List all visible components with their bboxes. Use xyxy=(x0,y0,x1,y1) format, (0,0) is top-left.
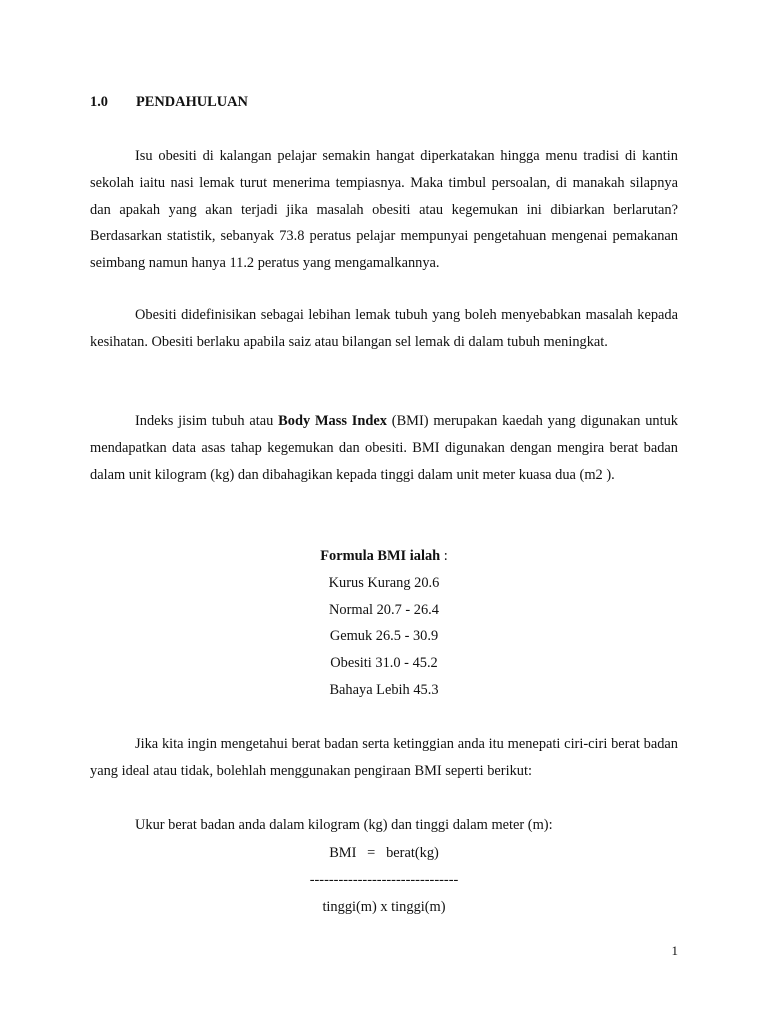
paragraph-bmi-text-start: Indeks jisim tubuh atau xyxy=(135,413,279,429)
formula-denominator: tinggi(m) x tinggi(m) xyxy=(322,898,446,915)
bmi-category-row: Gemuk 26.5 - 30.9 xyxy=(329,628,439,645)
formula-instruction: Ukur berat badan anda dalam kilogram (kg) dan tinggi dalam meter (m): xyxy=(135,817,553,833)
paragraph-intro-text: Isu obesiti di kalangan pelajar semakin hangat diperkatakan hingga menu tradisi di kantin sekolah iaitu nasi lemak turut menerima tempiasnya. Maka timbul persoalan, di manakah silapnya dan apakah yang akan terjadi jika masalah obesiti atau kegemukan ini dibiarkan berlarutan? Berdasarkan statistik, sebanyak 73.8 peratus pelajar mempunyai pengetahuan mengenai pemakanan seimbang namun hanya 11.2 peratus yang mengamalkannya. xyxy=(90,148,678,272)
section-heading xyxy=(90,93,248,111)
paragraph-bmi xyxy=(90,408,678,488)
bmi-category-list xyxy=(90,543,678,704)
paragraph-calculation-intro xyxy=(90,731,678,785)
formula-divider: ------------------------------- xyxy=(309,871,459,888)
bmi-category-row: Normal 20.7 - 26.4 xyxy=(329,601,439,618)
formula-numerator: BMI = berat(kg) xyxy=(329,845,439,861)
section-title: PENDAHULUAN xyxy=(136,94,248,110)
paragraph-bmi-text-end: (BMI) merupakan kaedah yang digunakan untuk mendapatkan data asas tahap kegemukan dan obesiti. BMI digunakan dengan mengira berat badan dalam unit kilogram (kg) dan dibahagikan kepada tinggi dalam unit meter kuasa dua (m2 ). xyxy=(90,413,679,483)
bmi-category-row: Kurus Kurang 20.6 xyxy=(328,574,440,591)
bmi-formula xyxy=(90,840,678,920)
paragraph-definition-text: Obesiti didefinisikan sebagai lebihan lemak tubuh yang boleh menyebabkan masalah kepada kesihatan. Obesiti berlaku apabila saiz atau bilangan sel lemak di dalam tubuh meningkat. xyxy=(90,307,678,350)
bmi-category-title-suffix: : xyxy=(440,548,448,564)
bmi-category-title xyxy=(90,543,678,570)
bmi-category-row: Obesiti 31.0 - 45.2 xyxy=(330,655,438,672)
bmi-category-row: Bahaya Lebih 45.3 xyxy=(329,681,439,698)
section-number: 1.0 xyxy=(90,94,108,110)
page-number: 1 xyxy=(671,943,678,958)
bmi-category-title-text: Formula BMI ialah xyxy=(320,548,441,564)
paragraph-intro xyxy=(90,143,678,277)
paragraph-definition xyxy=(90,302,678,356)
paragraph-calculation-text: Jika kita ingin mengetahui berat badan serta ketinggian anda itu menepati ciri-ciri berat badan yang ideal atau tidak, bolehlah menggunakan pengiraan BMI seperti berikut: xyxy=(90,736,678,779)
paragraph-bmi-bold-term: Body Mass Index xyxy=(278,413,387,429)
